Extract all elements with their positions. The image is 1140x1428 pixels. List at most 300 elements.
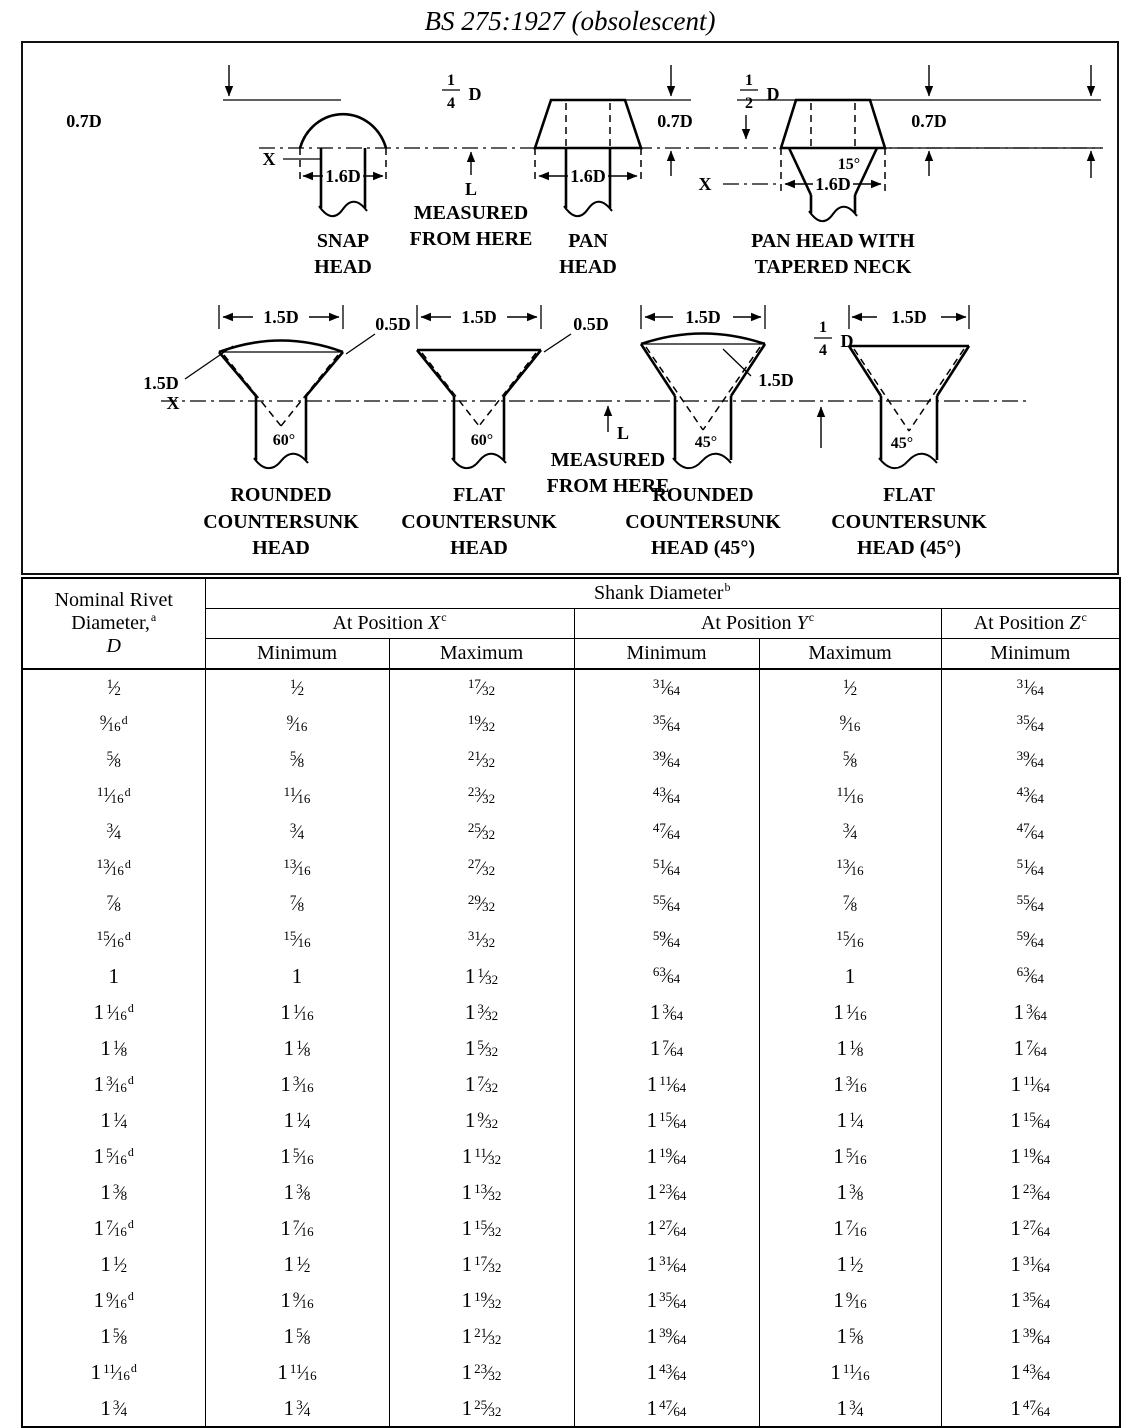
- nominal-header-line2: Diameter,$^a$: [71, 610, 157, 634]
- y-maximum-header: Maximum: [759, 639, 941, 670]
- fraction-value: $^{47}$⁄64: [1022, 1396, 1051, 1420]
- fraction-value: $^1$⁄2: [112, 1252, 128, 1276]
- fraction-value: $^{15}$⁄64: [1022, 1108, 1051, 1132]
- fraction-value: $^3$⁄8: [296, 1180, 311, 1204]
- shank-diameter-cell: [205, 1066, 389, 1102]
- nominal-diameter-cell: [22, 814, 205, 850]
- fraction-value: $^{11}$⁄16: [96, 784, 124, 807]
- pan-head-height-label: 0.7D: [657, 111, 693, 131]
- snap-head-height-label: 0.7D: [66, 111, 102, 131]
- shank-diameter-cell: [205, 1354, 389, 1390]
- fraction-value: $^7$⁄8: [842, 892, 858, 915]
- whole-number: 1: [283, 1107, 295, 1132]
- shank-diameter-cell: [205, 742, 389, 778]
- fraction-value: $^{55}$⁄64: [652, 892, 681, 915]
- shank-diameter-cell: [941, 1354, 1120, 1390]
- whole-number: 1: [464, 1035, 476, 1060]
- whole-number: 1: [836, 1323, 848, 1348]
- nominal-diameter-cell: [22, 1390, 205, 1427]
- position-x-label-tapered: X: [698, 174, 712, 194]
- shank-diameter-cell: [759, 814, 941, 850]
- fraction-value: $^{31}$⁄64: [1016, 676, 1044, 699]
- fraction-value: $^{35}$⁄64: [659, 1288, 687, 1312]
- fraction-value: $^3$⁄4: [112, 1396, 128, 1420]
- fraction-value: $^9$⁄16: [839, 712, 861, 735]
- fraction-value: $^{15}$⁄64: [659, 1108, 687, 1132]
- fraction-value: $^1$⁄4: [296, 1108, 311, 1132]
- table-row: [22, 1210, 1120, 1246]
- whole-number: 1: [461, 1143, 473, 1168]
- shank-diameter-cell: [759, 1354, 941, 1390]
- tapered-pan-caption-1: PAN HEAD WITH: [751, 230, 915, 252]
- fraction-value: $^{21}$⁄32: [474, 1324, 502, 1348]
- fraction-value: $^{11}$⁄32: [474, 1144, 502, 1168]
- fraction-value: $^{19}$⁄32: [474, 1288, 502, 1312]
- position-z-header: At Position Z$^c$: [941, 609, 1120, 639]
- shank-diameter-cell: [941, 1390, 1120, 1427]
- footnote-marker-d: d: [124, 784, 131, 799]
- shank-diameter-cell: [941, 1246, 1120, 1282]
- fraction-value: $^3$⁄4: [842, 820, 858, 843]
- whole-number: 1: [100, 1251, 111, 1276]
- shank-diameter-cell: [389, 850, 574, 886]
- whole-number: 1: [1010, 1107, 1021, 1132]
- snap-head-width-label: 1.6D: [325, 166, 361, 186]
- shank-diameter-cell: [574, 1354, 759, 1390]
- nominal-header-line3: D: [106, 635, 121, 657]
- nominal-diameter-cell: [22, 1066, 205, 1102]
- y-minimum-header: Minimum: [574, 639, 759, 670]
- footnote-marker-d: d: [127, 1001, 134, 1016]
- rounded-cs-width-label: 1.5D: [263, 307, 299, 327]
- shank-diameter-cell: [389, 1066, 574, 1102]
- nominal-diameter-cell: [22, 706, 205, 742]
- shank-diameter-cell: [205, 886, 389, 922]
- shank-diameter-cell: [574, 669, 759, 706]
- fraction-value: $^{39}$⁄64: [1016, 748, 1044, 771]
- whole-number: 1: [1010, 1395, 1021, 1420]
- shank-diameter-cell: [574, 1138, 759, 1174]
- shank-diameter-cell: [759, 742, 941, 778]
- fraction-value: $^{15}$⁄32: [474, 1216, 502, 1240]
- nominal-diameter-cell: [22, 1246, 205, 1282]
- whole-number: 1: [283, 1395, 295, 1420]
- fraction-value: $^1$⁄16: [292, 1000, 314, 1024]
- table-row: [22, 1354, 1120, 1390]
- shank-diameter-cell: [205, 1030, 389, 1066]
- table-header-row-1: [22, 578, 1120, 609]
- footnote-marker-d: d: [130, 1361, 137, 1376]
- table-row: [22, 850, 1120, 886]
- pan-head-width-label: 1.6D: [570, 166, 606, 186]
- fraction-value: $^1$⁄8: [849, 1036, 864, 1060]
- fraction-value: $^1$⁄16: [845, 1000, 867, 1024]
- page-title: BS 275:1927 (obsolescent): [424, 6, 716, 36]
- whole-number: 1: [283, 1179, 295, 1204]
- nominal-diameter-cell: [22, 1138, 205, 1174]
- whole-number: 1: [646, 1179, 658, 1204]
- shank-diameter-cell: [205, 1102, 389, 1138]
- flat-cs45-width-label: 1.5D: [891, 307, 927, 327]
- rivet-table-body: [22, 669, 1120, 1427]
- shank-diameter-cell: [389, 706, 574, 742]
- shank-diameter-cell: [574, 886, 759, 922]
- shank-diameter-cell: [574, 994, 759, 1030]
- nominal-diameter-cell: [22, 850, 205, 886]
- whole-number: 1: [836, 1179, 848, 1204]
- fraction-value: $^3$⁄4: [289, 820, 305, 843]
- fraction-value: $^{25}$⁄32: [467, 820, 496, 843]
- shank-diameter-cell: [205, 994, 389, 1030]
- fraction-value: $^{13}$⁄32: [474, 1180, 502, 1204]
- shank-diameter-cell: [574, 1066, 759, 1102]
- shank-diameter-cell: [389, 886, 574, 922]
- shank-diameter-cell: [574, 1210, 759, 1246]
- position-x-header: At Position X$^c$: [205, 609, 574, 639]
- fraction-value: $^{27}$⁄64: [1022, 1216, 1051, 1240]
- table-row: [22, 1390, 1120, 1427]
- whole-number: 1: [646, 1107, 658, 1132]
- whole-number: 1: [461, 1395, 473, 1420]
- rounded-cs45-width-label: 1.5D: [685, 307, 721, 327]
- whole-number: 1: [461, 1251, 473, 1276]
- fraction-value: $^{31}$⁄64: [1022, 1252, 1051, 1276]
- flat-cs45-caption-3: HEAD (45°): [856, 537, 962, 559]
- whole-number: 1: [280, 999, 291, 1024]
- fraction-value: $^1$⁄2: [296, 1252, 311, 1276]
- fraction-value: $^1$⁄2: [842, 676, 858, 699]
- fraction-value: $^5$⁄8: [289, 748, 305, 771]
- fraction-value: $^{11}$⁄16: [289, 1360, 317, 1384]
- shank-diameter-cell: [759, 1318, 941, 1354]
- nominal-diameter-cell: [22, 669, 205, 706]
- whole-number: 1: [1010, 1143, 1021, 1168]
- nominal-diameter-cell: [22, 1102, 205, 1138]
- whole-number: 1: [93, 1215, 105, 1240]
- fraction-value: $^{11}$⁄64: [659, 1072, 687, 1096]
- fraction-value: $^7$⁄64: [1026, 1036, 1047, 1060]
- fraction-value: $^{19}$⁄64: [659, 1144, 687, 1168]
- nominal-diameter-cell: [22, 1354, 205, 1390]
- footnote-marker-d: d: [127, 1073, 134, 1088]
- footnote-marker-c: c: [1081, 610, 1087, 625]
- shank-diameter-cell: [574, 1390, 759, 1427]
- whole-number: 1: [1010, 1287, 1021, 1312]
- fraction-value: $^{31}$⁄64: [652, 676, 681, 699]
- whole-number: 1: [649, 1035, 661, 1060]
- fraction-value: $^1$⁄8: [296, 1036, 311, 1060]
- whole-number: 1: [836, 1251, 848, 1276]
- shank-diameter-cell: [389, 1246, 574, 1282]
- shank-diameter-cell: [574, 1318, 759, 1354]
- position-x-label-top: X: [262, 149, 276, 169]
- shank-diameter-cell: [574, 1102, 759, 1138]
- nominal-header-line1: Nominal Rivet: [54, 589, 173, 611]
- shank-diameter-cell: [205, 958, 389, 994]
- shank-diameter-cell: [205, 922, 389, 958]
- flat-cs-caption-2: COUNTERSUNK: [401, 511, 557, 533]
- fraction-value: $^{63}$⁄64: [652, 964, 681, 987]
- x-minimum-header: Minimum: [205, 639, 389, 670]
- table-row: [22, 742, 1120, 778]
- fraction-value: $^{13}$⁄16: [283, 856, 311, 879]
- tapered-head-height-label: 0.7D: [911, 111, 947, 131]
- shank-diameter-cell: [941, 1102, 1120, 1138]
- fraction-value: $^1$⁄4: [849, 1108, 864, 1132]
- shank-diameter-cell: [759, 1030, 941, 1066]
- whole-number: 1: [1010, 1215, 1021, 1240]
- whole-number: 1: [283, 1251, 295, 1276]
- nominal-diameter-cell: [22, 778, 205, 814]
- shank-diameter-cell: [574, 1174, 759, 1210]
- pan-head-caption-2: HEAD: [559, 256, 617, 278]
- fraction-value: $^{27}$⁄32: [467, 856, 496, 879]
- footnote-marker-d: d: [127, 1217, 134, 1232]
- shank-diameter-cell: [205, 1246, 389, 1282]
- fraction-value: $^{11}$⁄64: [1023, 1072, 1050, 1096]
- fraction-value: $^{15}$⁄16: [96, 928, 124, 951]
- fraction-denominator: 4: [447, 95, 455, 112]
- fraction-value: $^{19}$⁄64: [1022, 1144, 1051, 1168]
- table-row: [22, 886, 1120, 922]
- fraction-value: $^{43}$⁄64: [659, 1360, 687, 1384]
- whole-number: 1: [833, 1287, 844, 1312]
- whole-number: 1: [1010, 1359, 1021, 1384]
- whole-number: 1: [461, 1287, 473, 1312]
- quarter-d-dimension-top: [442, 72, 482, 112]
- whole-number: 1: [646, 1359, 658, 1384]
- measured-label-bottom: MEASURED: [550, 449, 666, 471]
- fraction-value: $^{11}$⁄16: [836, 784, 864, 807]
- measured-label-top: MEASURED: [413, 202, 529, 224]
- whole-number: 1: [93, 1071, 105, 1096]
- shank-diameter-cell: [389, 814, 574, 850]
- tapered-pan-caption-2: TAPERED NECK: [754, 256, 912, 278]
- countersink-angle-60-label-2: 60°: [470, 432, 494, 449]
- shank-diameter-cell: [941, 1138, 1120, 1174]
- fraction-value: $^{29}$⁄32: [467, 892, 496, 915]
- shank-diameter-cell: [759, 850, 941, 886]
- shank-diameter-cell: [941, 1210, 1120, 1246]
- table-row: [22, 1102, 1120, 1138]
- fraction-value: $^5$⁄32: [477, 1036, 499, 1060]
- nominal-diameter-cell: [22, 994, 205, 1030]
- rounded-cs45-radius-label: 1.5D: [758, 370, 794, 390]
- shank-diameter-cell: [389, 1030, 574, 1066]
- whole-number: 1: [836, 1107, 848, 1132]
- shank-diameter-cell: [759, 669, 941, 706]
- shank-diameter-cell: [205, 1318, 389, 1354]
- fraction-value: $^{23}$⁄64: [659, 1180, 687, 1204]
- fraction-value: $^5$⁄8: [849, 1324, 864, 1348]
- position-x-label-bottom: X: [166, 393, 180, 413]
- whole-number: 1: [100, 1107, 111, 1132]
- whole-number: 1: [461, 1359, 473, 1384]
- fraction-value: $^3$⁄8: [849, 1180, 864, 1204]
- whole-number: 1: [833, 999, 844, 1024]
- shank-diameter-cell: [574, 778, 759, 814]
- whole-number: 1: [280, 1215, 291, 1240]
- countersink-angle-60-label-1: 60°: [272, 432, 296, 449]
- fraction-value: $^{39}$⁄64: [659, 1324, 687, 1348]
- fraction-value: $^3$⁄64: [662, 1000, 684, 1024]
- shank-diameter-cell: [759, 1282, 941, 1318]
- shank-diameter-cell: [759, 1390, 941, 1427]
- table-row: [22, 1066, 1120, 1102]
- whole-number: 1: [1013, 999, 1025, 1024]
- fraction-value: $^3$⁄16: [845, 1072, 867, 1096]
- whole-number: 1: [100, 1179, 111, 1204]
- shank-diameter-cell: [759, 1174, 941, 1210]
- whole-number: 1: [283, 1323, 295, 1348]
- flat-cs-edge-label: 0.5D: [573, 314, 609, 334]
- fraction-value: $^{35}$⁄64: [1016, 712, 1044, 735]
- whole-number: 1: [1010, 1251, 1021, 1276]
- fraction-value: $^9$⁄16: [845, 1288, 867, 1312]
- fraction-value: $^3$⁄8: [112, 1180, 128, 1204]
- shank-diameter-cell: [941, 1282, 1120, 1318]
- fraction-value: $^7$⁄16: [845, 1216, 867, 1240]
- fraction-value: $^{51}$⁄64: [1016, 856, 1044, 879]
- fraction-denominator: 4: [819, 342, 827, 359]
- fraction-value: $^9$⁄16: [292, 1288, 314, 1312]
- countersink-angle-45-label-1: 45°: [694, 434, 718, 451]
- whole-number: 1: [646, 1323, 658, 1348]
- fraction-value: $^{51}$⁄64: [652, 856, 681, 879]
- table-row: [22, 706, 1120, 742]
- nominal-diameter-header: [22, 578, 205, 669]
- shank-diameter-cell: [205, 1138, 389, 1174]
- shank-diameter-cell: [759, 922, 941, 958]
- shank-diameter-cell: [389, 1210, 574, 1246]
- shank-diameter-cell: [574, 850, 759, 886]
- whole-number: 1: [464, 1107, 476, 1132]
- diameter-variable: D: [840, 331, 854, 351]
- whole-number: 1: [461, 1323, 473, 1348]
- shank-diameter-cell: [759, 1102, 941, 1138]
- shank-diameter-cell: [389, 1318, 574, 1354]
- whole-number: 1: [100, 1395, 111, 1420]
- fraction-value: $^1$⁄4: [112, 1108, 128, 1132]
- whole-number: 1: [833, 1143, 844, 1168]
- shank-diameter-cell: [759, 1138, 941, 1174]
- shank-diameter-cell: [941, 850, 1120, 886]
- table-row: [22, 994, 1120, 1030]
- whole-number: 1: [646, 1287, 658, 1312]
- fraction-value: $^3$⁄4: [849, 1396, 864, 1420]
- fraction-value: $^7$⁄8: [289, 892, 305, 915]
- whole-number: 1: [1010, 1323, 1021, 1348]
- fraction-value: $^1$⁄2: [289, 676, 305, 699]
- diameter-variable: D: [468, 84, 482, 104]
- fraction-value: $^{55}$⁄64: [1016, 892, 1044, 915]
- fraction-value: $^{59}$⁄64: [652, 928, 681, 951]
- whole-number: 1: [464, 963, 476, 988]
- fraction-value: $^{23}$⁄64: [1022, 1180, 1051, 1204]
- fraction-value: $^{11}$⁄16: [103, 1360, 130, 1384]
- shank-diameter-cell: [205, 706, 389, 742]
- rivet-figure: [21, 41, 1119, 575]
- flat-cs-width-label: 1.5D: [461, 307, 497, 327]
- shank-diameter-cell: [759, 1246, 941, 1282]
- fraction-value: $^{27}$⁄64: [659, 1216, 687, 1240]
- rivet-dimensions-table: [21, 577, 1121, 1428]
- flat-cs-caption-1: FLAT: [453, 484, 505, 506]
- whole-number: 1: [646, 1251, 658, 1276]
- fraction-value: $^{47}$⁄64: [659, 1396, 687, 1420]
- shank-diameter-cell: [389, 922, 574, 958]
- footnote-marker-b: b: [724, 580, 731, 595]
- footnote-marker-d: d: [121, 712, 128, 727]
- shank-diameter-cell: [759, 706, 941, 742]
- shank-diameter-cell: [759, 1066, 941, 1102]
- shank-diameter-cell: [941, 814, 1120, 850]
- fraction-value: $^1$⁄16: [106, 1000, 127, 1024]
- shank-diameter-cell: [759, 958, 941, 994]
- fraction-value: $^{35}$⁄64: [652, 712, 681, 735]
- fraction-value: $^{21}$⁄32: [467, 748, 496, 771]
- fraction-value: $^{23}$⁄32: [467, 784, 496, 807]
- shank-diameter-cell: [941, 1318, 1120, 1354]
- pan-head-drawing: [535, 65, 691, 216]
- whole-number: 1: [1010, 1179, 1021, 1204]
- nominal-diameter-cell: [22, 958, 205, 994]
- fraction-value: $^{43}$⁄64: [1022, 1360, 1051, 1384]
- shank-diameter-cell: [205, 850, 389, 886]
- footnote-marker-d: d: [124, 856, 131, 871]
- shank-diameter-cell: [389, 1138, 574, 1174]
- shank-diameter-cell: [389, 1354, 574, 1390]
- whole-number: 1: [280, 1287, 291, 1312]
- grip-length-label-top: L: [464, 179, 478, 199]
- fraction-numerator: 1: [745, 72, 753, 89]
- shank-diameter-header: Shank Diameter$^b$: [205, 578, 1120, 609]
- shank-diameter-cell: [759, 994, 941, 1030]
- rounded-cs-radius-label: 1.5D: [143, 373, 179, 393]
- shank-diameter-cell: [574, 1030, 759, 1066]
- nominal-diameter-cell: [22, 1174, 205, 1210]
- countersink-angle-45-label-2: 45°: [890, 435, 914, 452]
- fraction-value: $^{13}$⁄16: [836, 856, 864, 879]
- shank-diameter-cell: [941, 1174, 1120, 1210]
- fraction-value: $^5$⁄8: [296, 1324, 311, 1348]
- whole-number: 1: [844, 963, 856, 988]
- whole-number: 1: [464, 999, 476, 1024]
- shank-diameter-cell: [574, 814, 759, 850]
- shank-diameter-cell: [941, 1030, 1120, 1066]
- table-row: [22, 1282, 1120, 1318]
- x-maximum-header: Maximum: [389, 639, 574, 670]
- shank-diameter-cell: [205, 1390, 389, 1427]
- shank-diameter-cell: [759, 886, 941, 922]
- table-row: [22, 958, 1120, 994]
- shank-diameter-cell: [205, 778, 389, 814]
- z-minimum-header: Minimum: [941, 639, 1120, 670]
- shank-diameter-cell: [205, 1210, 389, 1246]
- footnote-marker-d: d: [124, 928, 131, 943]
- fraction-value: $^{47}$⁄64: [1016, 820, 1044, 843]
- footnote-marker-d: d: [127, 1289, 134, 1304]
- table-row: [22, 1246, 1120, 1282]
- shank-diameter-cell: [574, 706, 759, 742]
- shank-diameter-cell: [389, 994, 574, 1030]
- whole-number: 1: [280, 1143, 291, 1168]
- shank-diameter-cell: [205, 814, 389, 850]
- whole-number: 1: [1013, 1035, 1025, 1060]
- shank-diameter-cell: [389, 1390, 574, 1427]
- fraction-value: $^5$⁄8: [112, 1324, 128, 1348]
- fraction-value: $^{11}$⁄16: [283, 784, 311, 807]
